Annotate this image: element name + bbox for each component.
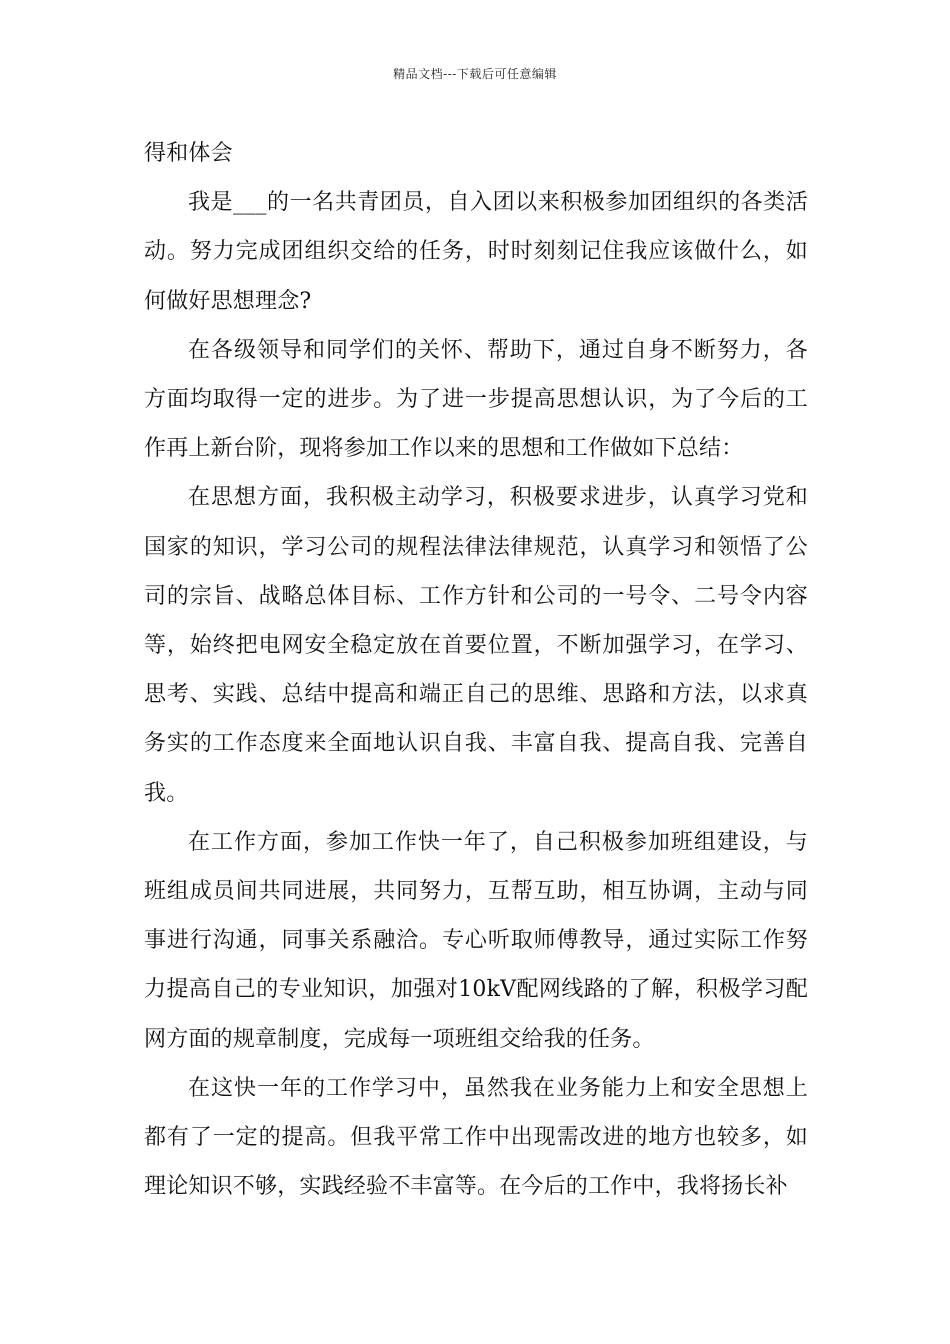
paragraph-improvement: 在这快一年的工作学习中，虽然我在业务能力上和安全思想上都有了一定的提高。但我平常工作中出现需改进的地方也较多，如理论知识不够，实践经验不丰富等。在今后的工作中，我将扬长补 xyxy=(144,1075,808,1200)
page-header: 精品文档---下载后可任意编辑 xyxy=(393,67,557,81)
paragraph-thought: 在思想方面，我积极主动学习，积极要求进步，认真学习党和国家的知识，学习公司的规程法律法律规范，认真学习和领悟了公司的宗旨、战略总体目标、工作方针和公司的一号令、二号令内容等，始终把电网安全稳定放在首要位置，不断加强学习，在学习、思考、实践、总结中提高和端正自己的思维、思路和方法，以求真务实的工作态度来全面地认识自我、丰富自我、提高自我、完善自我。 xyxy=(144,485,808,806)
paragraph-continuation: 得和体会 xyxy=(144,141,233,166)
paragraph-progress: 在各级领导和同学们的关怀、帮助下，通过自身不断努力，各方面均取得一定的进步。为了进一步提高思想认识，为了今后的工作再上新台阶，现将参加工作以来的思想和工作做如下总结： xyxy=(144,337,808,462)
paragraph-intro: 我是___的一名共青团员，自入团以来积极参加团组织的各类活动。努力完成团组织交给的任务，时时刻刻记住我应该做什么，如何做好思想理念? xyxy=(144,190,808,314)
paragraph-work: 在工作方面，参加工作快一年了，自己积极参加班组建设，与班组成员间共同进展，共同努力，互帮互助，相互协调，主动与同事进行沟通，同事关系融洽。专心听取师傅教导，通过实际工作努力提高自己的专业知识，加强对10kV配网线路的了解，积极学习配网方面的规章制度，完成每一项班组交给我的任务。 xyxy=(144,829,808,1052)
document-body xyxy=(144,129,808,1211)
